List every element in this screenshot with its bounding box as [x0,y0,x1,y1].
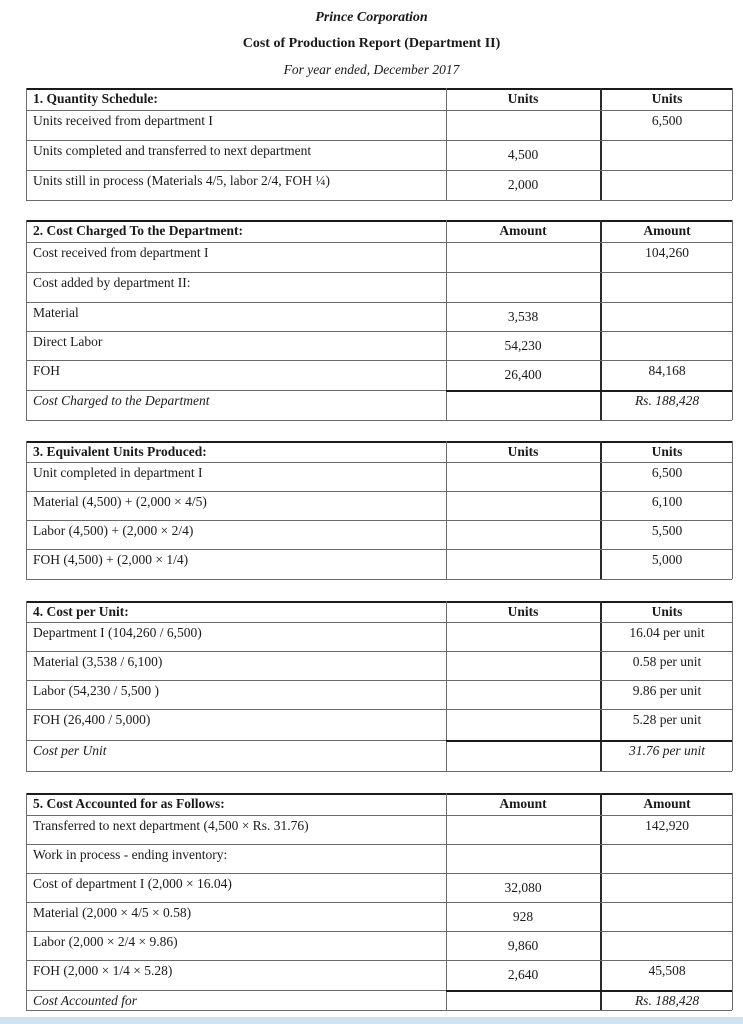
row-divider [26,360,732,361]
row-label: Material (3,538 / 6,100) [33,654,163,669]
total-label: Cost per Unit [33,743,107,758]
section-bottom-border [26,200,732,201]
row-value-col2: 26,400 [504,367,542,382]
section-top-border [26,601,732,603]
table-left-border [26,601,27,771]
column-header: Units [507,444,539,459]
section-top-border [26,441,732,443]
row-label: FOH (26,400 / 5,000) [33,712,151,727]
row-divider [26,651,732,652]
total-underline [446,740,732,742]
row-divider [26,520,732,521]
row-label: Labor (54,230 / 5,500 ) [33,683,159,698]
total-underline [446,390,732,392]
header-divider [26,110,732,111]
total-value: Rs. 188,428 [634,393,700,408]
row-divider [26,680,732,681]
row-divider [26,709,732,710]
section-bottom-border [26,579,732,580]
row-label: Cost added by department II: [33,275,191,290]
row-value-col3: 0.58 per unit [632,654,702,669]
total-underline [446,990,732,992]
section-heading: 2. Cost Charged To the Department: [33,223,243,238]
column-header: Units [651,444,683,459]
row-divider [26,931,732,932]
row-value-col2: 2,640 [507,967,539,982]
table-right-border [732,601,733,771]
row-value-col2: 2,000 [507,177,539,192]
row-value-col3: 9.86 per unit [632,683,702,698]
row-label: FOH (2,000 × 1/4 × 5.28) [33,963,173,978]
total-label: Cost Charged to the Department [33,393,210,408]
row-value-col2: 928 [512,909,534,924]
row-value-col3: 5.28 per unit [632,712,702,727]
section-top-border [26,793,732,795]
column-header: Amount [643,796,691,811]
row-label: Labor (2,000 × 2/4 × 9.86) [33,934,178,949]
row-value-col3: 104,260 [645,245,689,260]
report-title: Cost of Production Report (Department II) [242,36,501,51]
table-right-border [732,793,733,1010]
row-label: Units completed and transferred to next department [33,143,312,158]
row-value-col3: 6,500 [651,465,683,480]
row-value-col2: 9,860 [507,938,539,953]
column-divider [446,601,447,771]
row-label: Units received from department I [33,113,213,128]
row-label: Department I (104,260 / 6,500) [33,625,202,640]
header-divider [26,815,732,816]
row-value-col2: 3,538 [507,309,539,324]
section-heading: 4. Cost per Unit: [33,604,129,619]
row-label: Material (4,500) + (2,000 × 4/5) [33,494,207,509]
row-divider [26,873,732,874]
table-right-border [732,88,733,200]
total-value: 31.76 per unit [628,743,706,758]
row-value-col3: 5,000 [651,552,683,567]
column-header: Amount [499,223,547,238]
row-label: Cost of department I (2,000 × 16.04) [33,876,232,891]
total-value: Rs. 188,428 [634,993,700,1008]
row-value-col3: 142,920 [645,818,689,833]
header-divider [26,622,732,623]
column-header: Units [507,604,539,619]
row-value-col2: 32,080 [504,880,542,895]
bottom-border [0,1017,743,1024]
row-value-col3: 84,168 [648,363,686,378]
header-divider [26,462,732,463]
section-bottom-border [26,771,732,772]
row-divider [26,170,732,171]
section-bottom-border [26,1010,732,1011]
row-label: Cost received from department I [33,245,209,260]
header-divider [26,242,732,243]
company-name: Prince Corporation [315,10,428,25]
total-label: Cost Accounted for [33,993,137,1008]
column-header: Units [651,604,683,619]
row-label: Transferred to next department (4,500 × Rs. 31.76) [33,818,309,833]
row-divider [26,960,732,961]
column-header: Amount [499,796,547,811]
row-divider [26,302,732,303]
row-label: FOH [33,363,61,378]
table-left-border [26,88,27,200]
section-bottom-border [26,420,732,421]
row-value-col3: 6,100 [651,494,683,509]
row-value-col3: 45,508 [648,963,686,978]
row-label: Labor (4,500) + (2,000 × 2/4) [33,523,194,538]
row-value-col3: 16.04 per unit [629,625,705,640]
row-divider [26,140,732,141]
section-top-border [26,88,732,90]
section-heading: 1. Quantity Schedule: [33,91,158,106]
section-top-border [26,220,732,222]
row-divider [26,902,732,903]
column-header: Units [507,91,539,106]
row-value-col2: 54,230 [504,338,542,353]
row-label: Material [33,305,79,320]
row-divider [26,331,732,332]
row-label: Unit completed in department I [33,465,203,480]
row-label: FOH (4,500) + (2,000 × 1/4) [33,552,189,567]
row-divider [26,844,732,845]
section-heading: 3. Equivalent Units Produced: [33,444,207,459]
section-heading: 5. Cost Accounted for as Follows: [33,796,225,811]
row-divider [26,549,732,550]
row-divider [26,491,732,492]
row-value-col3: 6,500 [651,113,683,128]
table-right-border [732,441,733,579]
row-value-col2: 4,500 [507,147,539,162]
table-right-border [732,220,733,420]
row-label: Units still in process (Materials 4/5, labor 2/4, FOH ¼) [33,173,330,188]
row-label: Direct Labor [33,334,103,349]
row-label: Material (2,000 × 4/5 × 0.58) [33,905,192,920]
row-divider [26,272,732,273]
row-value-col3: 5,500 [651,523,683,538]
column-header: Units [651,91,683,106]
report-period: For year ended, December 2017 [283,62,460,77]
row-label: Work in process - ending inventory: [33,847,228,862]
column-header: Amount [643,223,691,238]
